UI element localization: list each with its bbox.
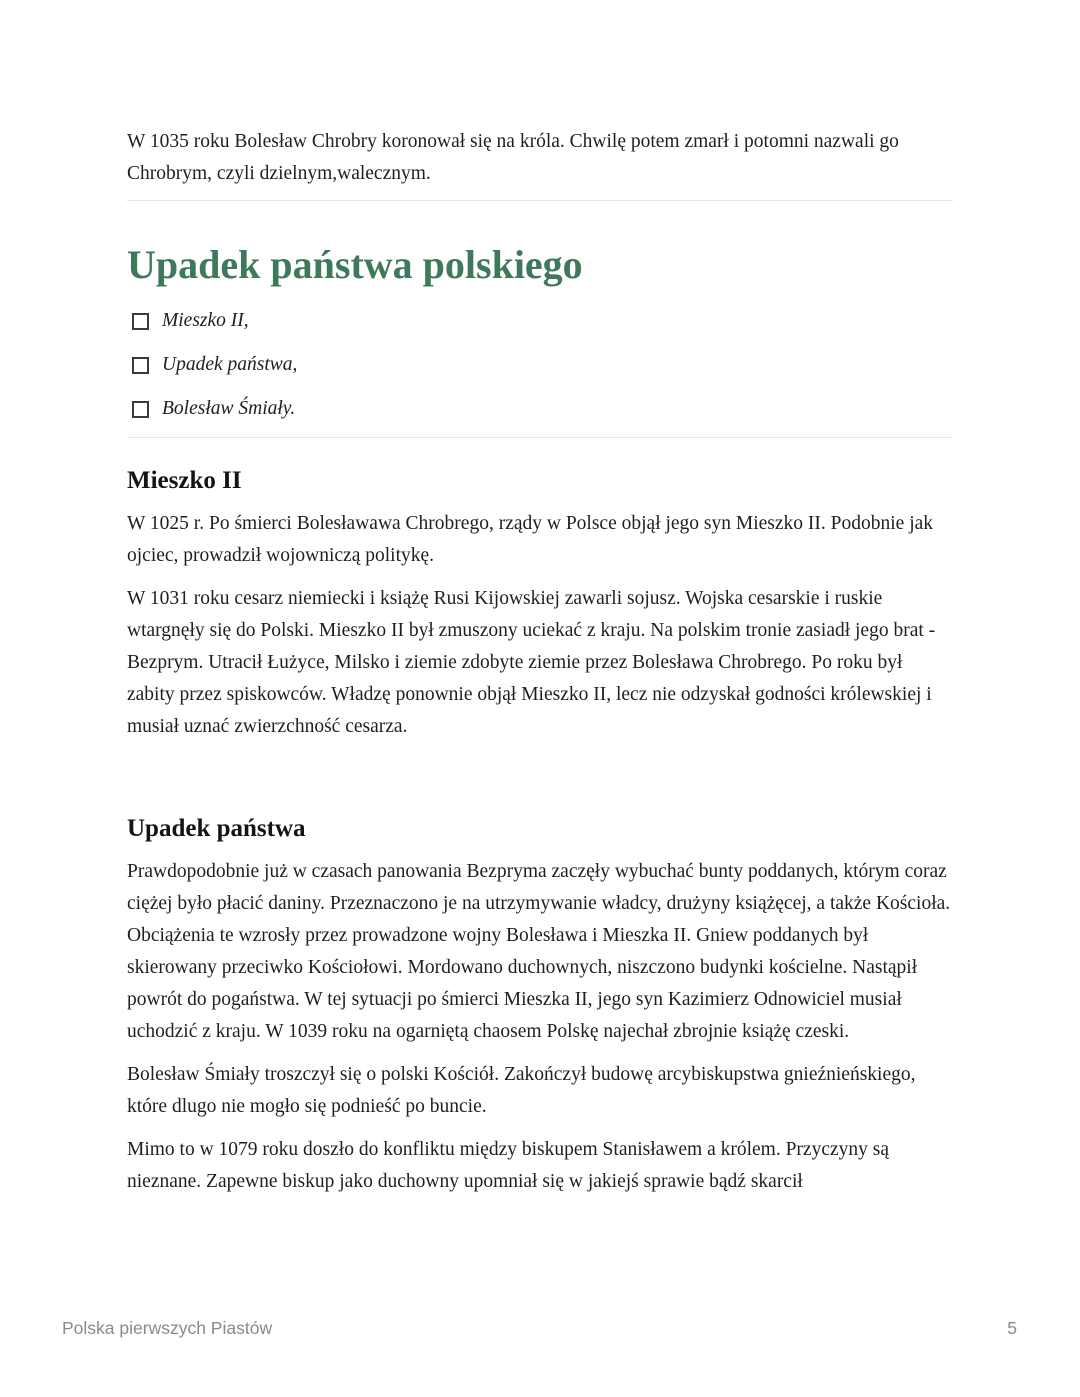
- checklist-item-boleslaw[interactable]: [132, 387, 953, 431]
- checklist-item-label: Mieszko II,: [162, 310, 249, 331]
- mieszko-paragraph: W 1031 roku cesarz niemiecki i książę Rusi Kijowskiej zawarli sojusz. Wojska cesarskie i ruskie wtargnęły się do Polski. Mieszko II był zmuszony uciekać z kraju. Na polskim tronie zasiadł jego brat - Bezprym. Utracił Łużyce, Milsko i ziemie zdobyte ziemie przez Bolesława Chrobrego. Po roku był zabity przez spiskowców. Władzę ponownie objął Mieszko II, lecz nie odzyskał godności królewskiej i musiał uznać zwierzchność cesarza.: [127, 588, 936, 737]
- checkbox-icon[interactable]: [132, 401, 149, 418]
- upadek-heading: Upadek państwa: [127, 815, 306, 842]
- checklist-item-label: Bolesław Śmiały.: [162, 398, 296, 419]
- footer-page-number: 5: [1007, 1318, 1017, 1338]
- upadek-paragraph: Bolesław Śmiały troszczył się o polski Kościół. Zakończył budowę arcybiskupstwa gnieźnieńskiego, które dlugo nie mogło się podnieść po buncie.: [127, 1064, 916, 1117]
- divider: [127, 200, 953, 201]
- checkbox-icon[interactable]: [132, 357, 149, 374]
- checklist-item-upadek[interactable]: [132, 343, 953, 387]
- upadek-paragraph: Mimo to w 1079 roku doszło do konfliktu między biskupem Stanisławem a królem. Przyczyny są nieznane. Zapewne biskup jako duchowny upomniał się w jakiejś sprawie bądź skarcił: [127, 1139, 890, 1192]
- topic-checklist: [132, 299, 953, 431]
- footer-document-title: Polska pierwszych Piastów: [62, 1318, 273, 1338]
- checklist-item-mieszko[interactable]: [132, 299, 953, 343]
- mieszko-heading: Mieszko II: [127, 467, 242, 494]
- checklist-item-label: Upadek państwa,: [162, 354, 298, 375]
- checkbox-icon[interactable]: [132, 313, 149, 330]
- mieszko-paragraph: W 1025 r. Po śmierci Bolesławawa Chrobrego, rządy w Polsce objął jego syn Mieszko II. Podobnie jak ojciec, prowadził wojowniczą politykę.: [127, 513, 934, 566]
- upadek-paragraph: Prawdopodobnie już w czasach panowania Bezpryma zaczęły wybuchać bunty poddanych, którym coraz ciężej było płacić daniny. Przeznaczono je na utrzymywanie władcy, drużyny książęcej, a także Kościoła. Obciążenia te wzrosły przez prowadzone wojny Bolesława i Mieszka II. Gniew poddanych był skierowany przeciwko Kościołowi. Mordowano duchownych, niszczono budynki kościelne. Nastąpił powrót do pogaństwa. W tej sytuacji po śmierci Mieszka II, jego syn Kazimierz Odnowiciel musiał uchodzić z kraju. W 1039 roku na ogarniętą chaosem Polskę najechał zbrojnie książę czeski.: [127, 861, 951, 1042]
- divider: [127, 437, 953, 438]
- section-title: Upadek państwa polskiego: [127, 242, 583, 287]
- document-page: [127, 126, 953, 1198]
- intro-paragraph: W 1035 roku Bolesław Chrobry koronował się na króla. Chwilę potem zmarł i potomni nazwali go Chrobrym, czyli dzielnym,walecznym.: [127, 131, 899, 184]
